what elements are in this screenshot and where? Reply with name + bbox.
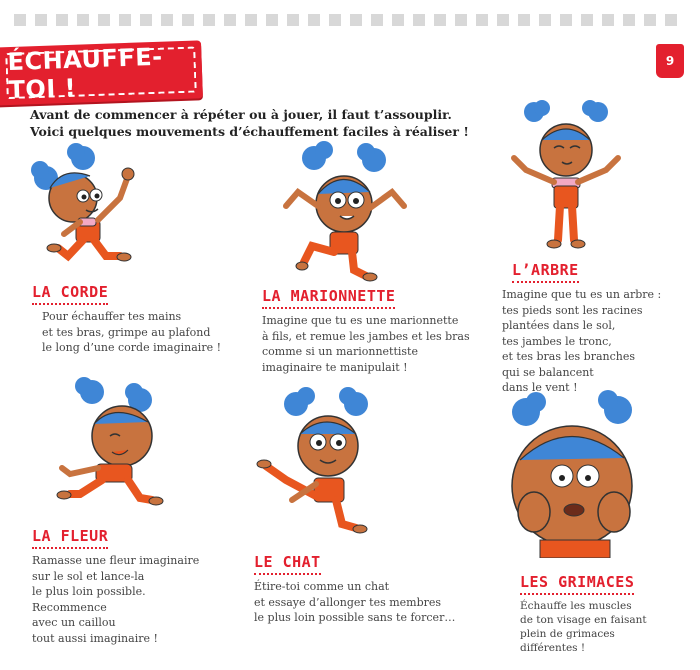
intro-line: Voici quelques mouvements d’échauffement faciles à réaliser ! [30, 124, 469, 139]
intro-text [30, 106, 469, 140]
intro-line: Avant de commencer à répéter ou à jouer, il faut t’assouplir. [30, 107, 452, 122]
exercise-text-line: tes jambes le tronc, [502, 334, 612, 348]
exercise-text-line: Ramasse une fleur imaginaire [32, 554, 200, 567]
exercise-text-line: Pour échauffer tes mains [42, 310, 182, 323]
girl-grimacing-illustration [490, 386, 660, 558]
exercise-text-line: et essaye d’allonger tes membres [254, 595, 442, 609]
exercise-la-corde [32, 282, 221, 356]
exercise-text-line: Imagine que tu es un arbre : [502, 288, 662, 301]
exercise-les-grimaces [520, 572, 647, 655]
decorative-square-border [14, 14, 686, 26]
exercise-text-line: Étire-toi comme un chat [254, 580, 390, 593]
exercise-text-line: plantées dans le sol, [502, 319, 616, 332]
exercise-title: LE CHAT [254, 553, 321, 575]
exercise-text-line: le long d’une corde imaginaire ! [42, 341, 222, 354]
exercise-text-line: qui se balancent [502, 365, 594, 379]
exercise-text-line: de ton visage en faisant [520, 614, 647, 626]
title-banner [0, 40, 203, 105]
exercise-text-line: différentes ! [520, 642, 586, 654]
exercise-text-line: Échauffe les muscles [520, 600, 632, 612]
exercise-text-line: imaginaire te manipulait ! [262, 360, 408, 374]
exercise-text-line: et tes bras les branches [502, 350, 636, 363]
girl-climbing-illustration [28, 138, 168, 278]
girl-bending-illustration [40, 372, 180, 512]
exercise-text-line: tout aussi imaginaire ! [32, 631, 158, 645]
exercise-l-arbre [502, 260, 662, 396]
girl-tree-illustration [506, 100, 626, 252]
exercise-text-line: le plus loin possible sans te forcer… [254, 611, 456, 624]
exercise-text-line: le plus loin possible. [32, 585, 146, 598]
page-number: 9 [656, 44, 684, 78]
exercise-title: LA CORDE [32, 283, 108, 305]
exercise-text-line: tes pieds sont les racines [502, 303, 643, 317]
exercise-title: L’ARBRE [512, 261, 579, 283]
page-title: ÉCHAUFFE-TOI ! [7, 42, 164, 105]
exercise-text-line: comme si un marionnettiste [262, 345, 418, 358]
exercise-text-line: Recommence [32, 600, 107, 614]
exercise-text-line: plein de grimaces [520, 628, 615, 640]
exercise-la-fleur [32, 526, 199, 646]
exercise-title: LES GRIMACES [520, 573, 634, 595]
exercise-la-marionnette [262, 286, 470, 375]
exercise-text-line: à fils, et remue les jambes et les bras [262, 329, 470, 343]
exercise-text-line: avec un caillou [32, 616, 116, 629]
girl-puppet-illustration [262, 136, 422, 284]
exercise-text-line: sur le sol et lance-la [32, 569, 145, 583]
exercise-text-line: et tes bras, grimpe au plafond [42, 325, 211, 339]
exercise-title: LA FLEUR [32, 527, 108, 549]
exercise-le-chat [254, 552, 455, 626]
girl-stretching-illustration [256, 384, 396, 536]
exercise-text-line: Imagine que tu es une marionnette [262, 314, 459, 327]
exercise-text-line: dans le vent ! [502, 381, 578, 394]
exercise-title: LA MARIONNETTE [262, 287, 395, 309]
